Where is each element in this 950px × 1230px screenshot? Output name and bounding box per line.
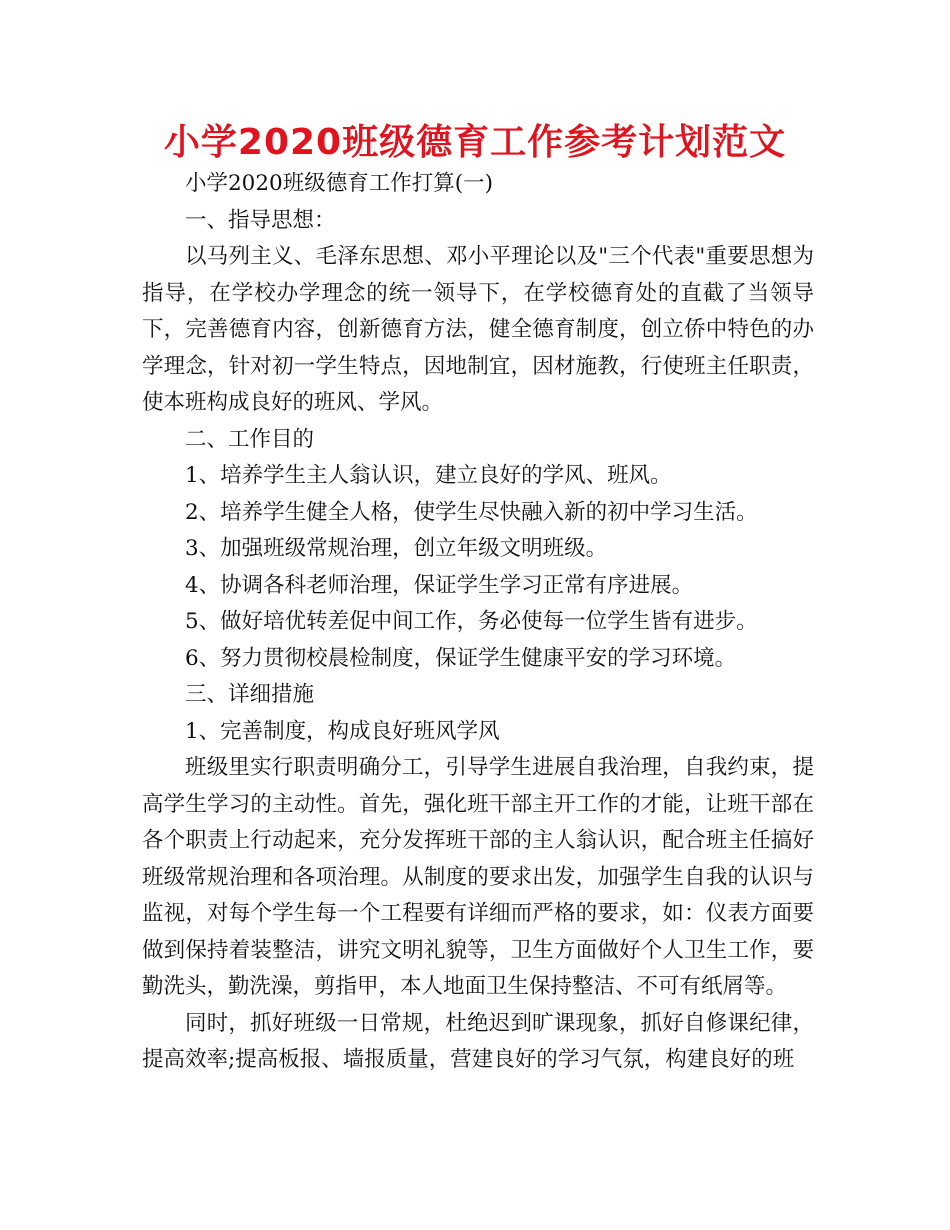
document-body [142,166,814,1079]
paragraph-measure-1-part-2: 同时，抓好班级一日常规，杜绝迟到旷课现象，抓好自修课纪律，提高效率;提高板报、墙报质量，营建良好的学习气氛，构建良好的班 [142,1010,814,1072]
document-title: 小学2020班级德育工作参考计划范文 [163,122,787,163]
measure-heading-1: 1、完善制度，构成良好班风学风 [185,718,500,744]
section-heading-guiding-ideology: 一、指导思想： [185,207,336,233]
goal-item-3: 3、加强班级常规治理，创立年级文明班级。 [185,536,608,561]
section-heading-detailed-measures: 三、详细措施 [185,682,315,707]
goal-item-2: 2、培养学生健全人格，使学生尽快融入新的初中学习生活。 [185,499,758,525]
goal-item-5: 5、做好培优转差促中间工作，务必使每一位学生皆有进步。 [185,609,758,634]
paragraph-guiding-ideology: 以马列主义、毛泽东思想、邓小平理论以及"三个代表"重要思想为指导，在学校办学理念的统一领导下，在学校德育处的直截了当领导下，完善德育内容，创新德育方法，健全德育制度，创立侨中特色的办学理念，针对初一学生特点，因地制宜，因材施教，行使班主任职责，使本班构成良好的班风、学风。 [142,244,814,415]
goal-item-4: 4、协调各科老师治理，保证学生学习正常有序进展。 [185,572,694,598]
document-subtitle: 小学2020班级德育工作打算(一) [185,171,493,196]
paragraph-measure-1-part-1: 班级里实行职责明确分工，引导学生进展自我治理，自我约束，提高学生学习的主动性。首先，强化班干部主开工作的才能，让班干部在各个职责上行动起来，充分发挥班干部的主人翁认识，配合班主任搞好班级常规治理和各项治理。从制度的要求出发，加强学生自我的认识与监视，对每个学生每一个工程要有详细而严格的要求，如：仪表方面要做到保持着装整洁，讲究文明礼貌等，卫生方面做好个人卫生工作，要勤洗头，勤洗澡，剪指甲，本人地面卫生保持整洁、不可有纸屑等。 [142,755,814,999]
section-heading-work-goals: 二、工作目的 [185,426,315,452]
goal-item-6: 6、努力贯彻校晨检制度，保证学生健康平安的学习环境。 [185,645,737,671]
goal-item-1: 1、培养学生主人翁认识，建立良好的学风、班风。 [185,463,672,488]
